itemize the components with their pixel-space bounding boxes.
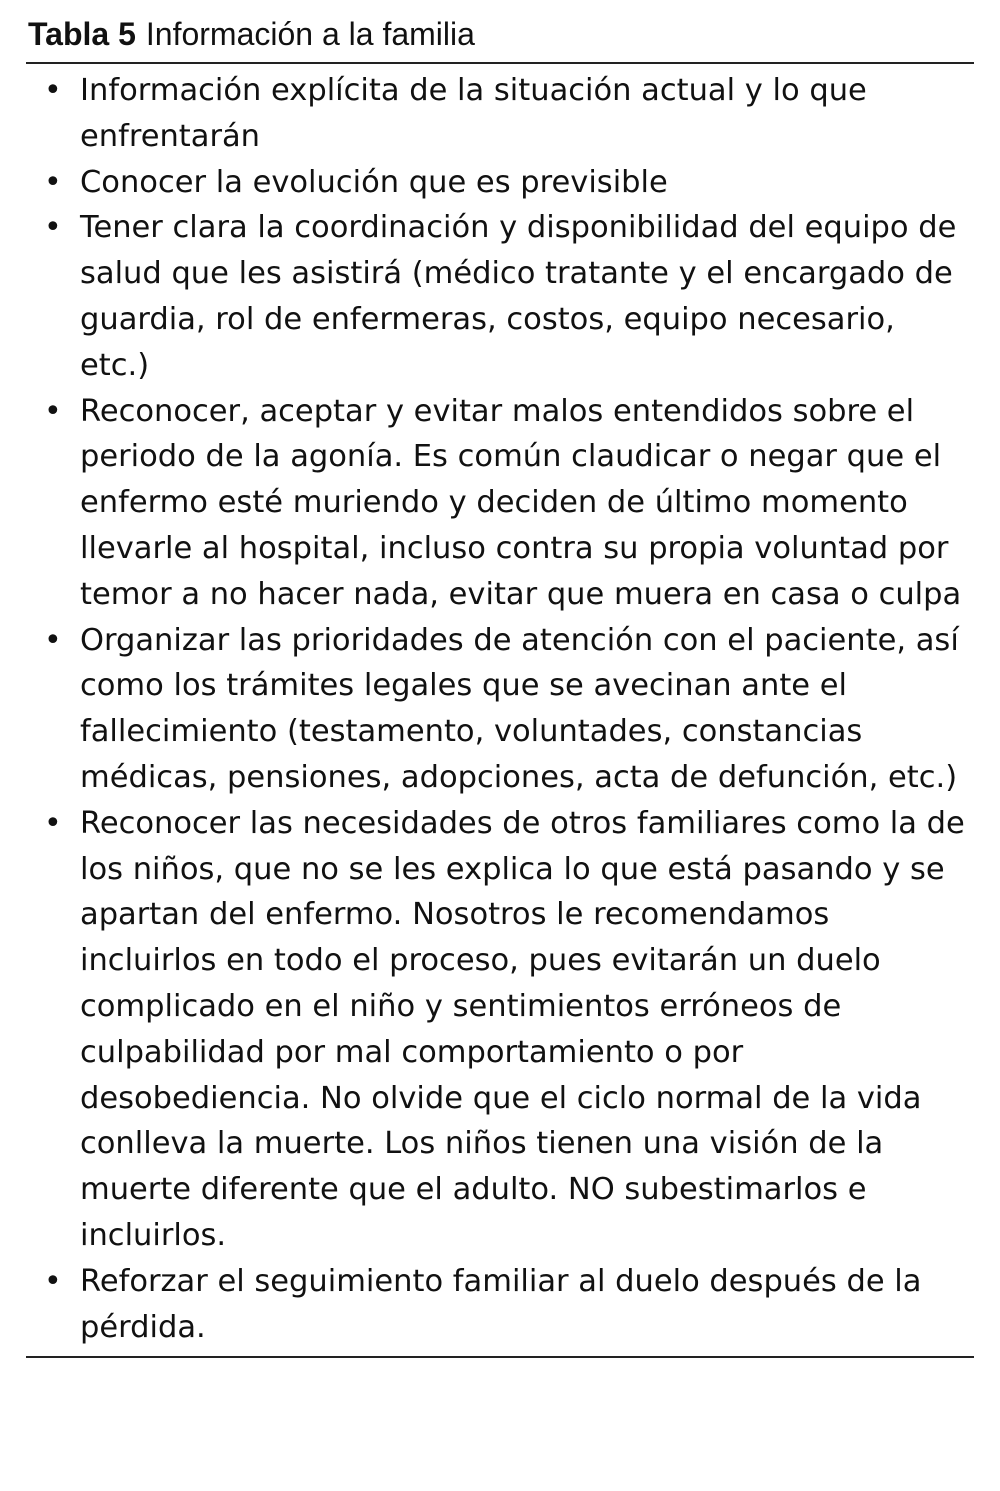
list-item — [26, 618, 974, 801]
bullet-icon: • — [44, 164, 62, 200]
list-item — [26, 389, 974, 618]
bullet-icon: • — [44, 210, 62, 246]
bullet-icon: • — [44, 622, 62, 658]
table-title: Información a la familia — [145, 16, 475, 52]
list-item — [26, 1259, 974, 1351]
info-list — [26, 64, 974, 1356]
list-item-text: Reconocer, aceptar y evitar malos entendidos sobre el periodo de la agonía. Es común claudicar o negar que el enfermo esté muriendo y deciden de último momento llevarle al hospital, incluso contra su propia voluntad por temor a no hacer nada, evitar que muera en casa o culpa — [80, 393, 962, 612]
bullet-icon: • — [44, 805, 62, 841]
table-caption — [26, 10, 974, 62]
list-item — [26, 160, 974, 206]
list-item-text: Reconocer las necesidades de otros familiares como la de los niños, que no se les explica lo que está pasando y se apartan del enfermo. Nosotros le recomendamos incluirlos en todo el proceso, pues evitarán un duelo complicado en el niño y sentimientos erróneos de culpabilidad por mal comportamiento o por desobediencia. No olvide que el ciclo normal de la vida conlleva la muerte. Los niños tienen una visión de la muerte diferente que el adulto. NO subestimarlos e incluirlos. — [80, 805, 965, 1253]
list-item-text: Tener clara la coordinación y disponibilidad del equipo de salud que les asistirá (médico tratante y el encargado de guardia, rol de enfermeras, costos, equipo necesario, etc.) — [80, 210, 957, 383]
list-item — [26, 801, 974, 1259]
bullet-icon: • — [44, 73, 62, 108]
list-item — [26, 68, 974, 160]
bullet-icon: • — [44, 393, 62, 429]
list-item-text: Reforzar el seguimiento familiar al duelo después de la pérdida. — [80, 1263, 922, 1345]
list-item-text: Conocer la evolución que es previsible — [80, 164, 668, 200]
list-item-text: Información explícita de la situación actual y lo que enfrentarán — [80, 73, 867, 154]
bullet-icon: • — [44, 1263, 62, 1299]
table-5 — [26, 10, 974, 1358]
list-item — [26, 205, 974, 388]
list-item-text: Organizar las prioridades de atención con el paciente, así como los trámites legales que se avecinan ante el fallecimiento (testamento, voluntades, constancias médicas, pensiones, adopciones, acta de defunción, etc.) — [80, 622, 959, 795]
bottom-rule — [26, 1356, 974, 1358]
table-label: Tabla 5 — [28, 16, 136, 52]
